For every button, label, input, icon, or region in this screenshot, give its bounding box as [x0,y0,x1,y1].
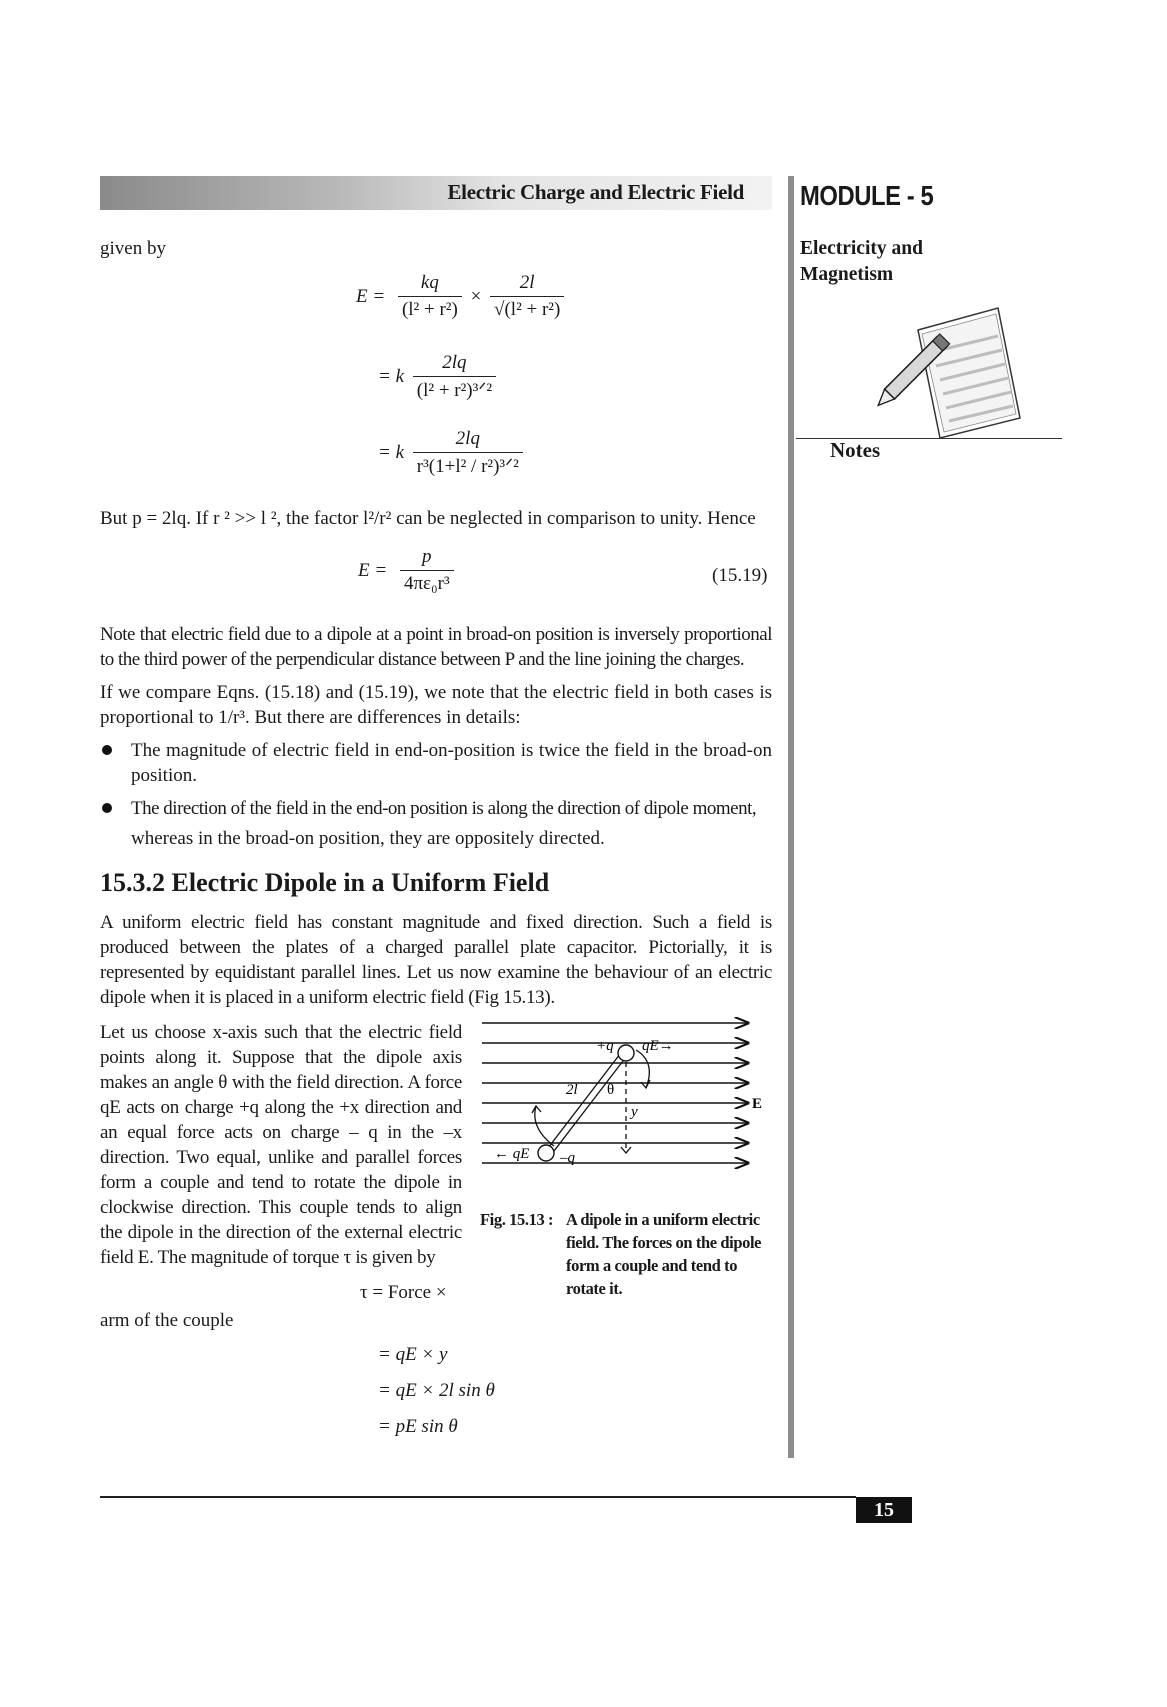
given-by-text: given by [100,238,166,259]
notepad-pencil-icon [870,300,1030,442]
torque-equation-4: = pE sin θ [378,1416,458,1437]
paragraph-but: But p = 2lq. If r ² >> l ², the factor l²/r² can be neglected in comparison to unity. Hence [100,508,756,529]
rotation-arrow-left [535,1106,554,1146]
equation-1: E = $\frac{kq}{\text{(l² + r²)}}$ × $\frac{2l}{\text{√(l² + r²)}}$ [356,272,564,321]
figure-caption: Fig. 15.13 : A dipole in a uniform electric field. The forces on the dipole form a couple and tend to rotate it. [480,1210,762,1298]
equation-2: = k $\frac{2lq}{\text{(l² + r²)³ᐟ²}}$ [378,352,496,402]
negative-charge-icon [538,1145,554,1161]
equation-3: = k $\frac{2lq}{\text{r³(1+l² / r²)³ᐟ²}}$ [378,428,523,478]
notes-label: Notes [830,438,881,462]
torque-equation-1: τ = Force × [360,1282,447,1303]
equation-4: E = $\frac{p}{\text{4πε₀r³}}$ [358,546,454,595]
torque-equation-3: = qE × 2l sin θ [378,1380,495,1401]
arm-of-couple-text: arm of the couple [100,1310,234,1331]
paragraph-choose: Let us choose x-axis such that the electric field points along it. Suppose that the dipole axis makes an angle θ with the field direction. A force qE acts on charge +q along the +x direction and an equal force acts on charge – q in the –x direction. Two equal, unlike and parallel forces form a couple and tend to rotate the dipole in clockwise direction. This couple tends to align the dipole in the direction of the external electric field E. The magnitude of torque τ is given by [100,1022,462,1268]
label-E: E [752,1096,763,1112]
paragraph-uniform: A uniform electric field has constant magnitude and fixed direction. Such a field is produced between the plates of a charged parallel plate capacitor. Pictorially, it is represented by equidistant parallel lines. Let us now examine the behaviour of an electric dipole when it is placed in a uniform electric field (Fig 15.13). [100,912,772,1008]
dipole-field-figure [480,1010,770,1190]
footer-rule [100,1496,856,1498]
bullet-item-2-line-1: The direction of the field in the end-on position is along the direction of dipole moment, [131,798,757,819]
label-2l: 2l [566,1082,578,1098]
page-number: 15 [856,1497,912,1523]
label-qE-right: qE→ [642,1038,674,1054]
subject-line-2: Magnetism [800,264,894,285]
label-qE-left: ← qE [494,1146,530,1162]
field-lines [482,1023,748,1163]
bullet-item-1: The magnitude of electric field in end-on-position is twice the field in the broad-on position. [131,740,772,786]
equation-number: (15.19) [712,565,768,586]
label-y: y [631,1104,638,1120]
bullet-item-2-line-2: whereas in the broad-on position, they are oppositely directed. [131,828,605,849]
label-theta: θ [607,1082,615,1098]
header-bar [100,176,772,210]
paragraph-note: Note that electric field due to a dipole at a point in broad-on position is inversely proportional to the third power of the perpendicular distance between P and the line joining the charges. [100,624,772,670]
margin-divider [788,176,794,1458]
section-heading: 15.3.2 Electric Dipole in a Uniform Field [100,868,550,897]
bullet-dot [102,745,112,755]
positive-charge-icon [618,1045,634,1061]
label-plus-q: +q [596,1038,614,1054]
chapter-title: Electric Charge and Electric Field [447,180,744,204]
label-minus-q: –q [560,1150,575,1166]
module-label: MODULE - 5 [800,180,934,211]
bullet-dot [102,803,112,813]
paragraph-compare: If we compare Eqns. (15.18) and (15.19), we note that the electric field in both cases is proportional to 1/r³. But there are differences in details: [100,682,772,728]
subject-line-1: Electricity and [800,238,923,259]
subject-label [800,236,960,288]
torque-equation-2: = qE × y [378,1344,448,1365]
